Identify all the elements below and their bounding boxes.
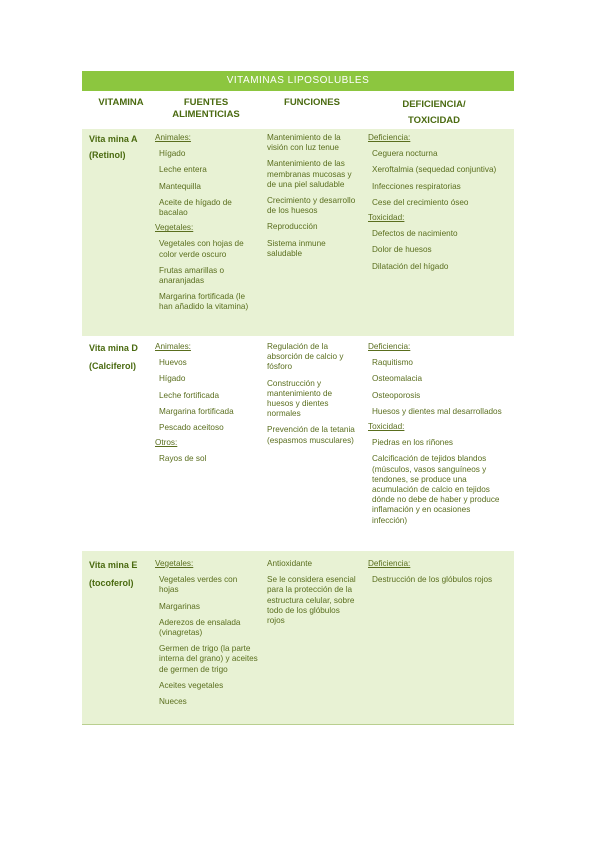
section-label-toxicidad: Toxicidad: [368, 422, 405, 432]
list-item: Sistema inmune saludable [267, 238, 326, 258]
header-deficiencia-line1: DEFICIENCIA/ [402, 99, 466, 110]
vitamin-name: Vita mina E [89, 560, 138, 570]
list-item: Piedras en los riñones [372, 438, 454, 448]
vitamin-row-d [82, 336, 514, 551]
fuentes-cell [155, 557, 259, 707]
list-item: Dilatación del hígado [372, 261, 449, 271]
funciones-cell [263, 131, 359, 259]
list-item: Infecciones respiratorias [372, 181, 461, 191]
vitamin-alt-name: (Calciferol) [89, 361, 137, 371]
list-item: Mantenimiento de las membranas mucosas y de una piel saludable [267, 159, 352, 189]
list-item: Prevención de la tetania (espasmos musculares) [267, 425, 355, 445]
list-item: Construcción y mantenimiento de huesos y dientes normales [267, 378, 333, 419]
deficiencia-cell [368, 340, 506, 526]
deficiencia-cell [368, 131, 506, 272]
list-item: Aceite de hígado de bacalao [159, 197, 232, 218]
list-item: Hígado [159, 374, 186, 384]
list-item: Aderezos de ensalada (vinagretas) [159, 617, 241, 638]
vitamin-name-cell [89, 131, 159, 163]
list-item: Hígado [159, 149, 186, 159]
list-item: Vegetales verdes con hojas [159, 575, 238, 595]
section-label-deficiencia: Deficiencia: [368, 559, 411, 568]
list-item: Pescado aceitoso [159, 423, 224, 433]
list-item: Huesos y dientes mal desarrollados [372, 406, 502, 416]
list-item: Se le considera esencial para la protección de la estructura celular, sobre todo de los glóbulos rojos [267, 575, 356, 626]
list-item: Mantequilla [159, 181, 201, 191]
header-funciones: FUNCIONES [284, 97, 340, 108]
section-label-toxicidad: Toxicidad: [368, 213, 405, 223]
list-item: Dolor de huesos [372, 245, 432, 255]
header-fuentes [156, 97, 256, 121]
section-label-deficiencia: Deficiencia: [368, 133, 411, 142]
header-deficiencia-line2: TOXICIDAD [407, 115, 461, 126]
list-item: Crecimiento y desarrollo de los huesos [267, 196, 356, 216]
list-item: Nueces [159, 697, 187, 707]
section-label-deficiencia: Deficiencia: [368, 342, 411, 351]
list-item: Cese del crecimiento óseo [372, 197, 469, 207]
list-item: Regulación de la absorción de calcio y fósforo [267, 342, 344, 372]
list-item: Leche fortificada [159, 390, 220, 400]
header-fuentes-line2: ALIMENTICIAS [172, 109, 240, 120]
vitamin-alt-name: (tocoferol) [89, 578, 134, 588]
table-header [82, 91, 514, 129]
list-item: Huevos [159, 358, 187, 368]
list-item: Leche entera [159, 165, 207, 175]
funciones-cell [263, 557, 359, 626]
deficiencia-cell [368, 557, 506, 585]
table-title: VITAMINAS LIPOSOLUBLES [82, 71, 514, 91]
list-item: Mantenimiento de la visión con luz tenue [267, 133, 341, 153]
header-deficiencia [378, 97, 490, 129]
vitamin-name-cell [89, 340, 159, 374]
list-item: Antioxidante [267, 559, 313, 568]
list-item: Defectos de nacimiento [372, 229, 458, 239]
vitamin-row-e [82, 551, 514, 725]
list-item: Frutas amarillas o anaranjadas [159, 265, 225, 286]
list-item: Raquitismo [372, 358, 413, 368]
section-label-otros: Otros: [155, 438, 178, 448]
list-item: Margarina fortificada (le han añadido la vitamina) [159, 292, 249, 312]
list-item: Margarina fortificada [159, 406, 234, 416]
list-item: Osteomalacia [372, 374, 423, 384]
list-item: Reproducción [267, 222, 318, 232]
vitamin-row-a [82, 129, 514, 336]
vitamin-name-cell [89, 557, 159, 591]
fuentes-cell [155, 131, 259, 313]
section-label-animales: Animales: [155, 133, 191, 142]
section-label-animales: Animales: [155, 342, 191, 351]
section-label-vegetales: Vegetales: [155, 559, 194, 568]
list-item: Xeroftalmia (sequedad conjuntiva) [372, 165, 497, 175]
list-item: Vegetales con hojas de color verde oscuro [159, 239, 244, 259]
list-item: Aceites vegetales [159, 680, 224, 690]
list-item: Germen de trigo (la parte interna del grano) y aceites de germen de trigo [159, 644, 258, 674]
vitamin-name: Vita mina D [89, 343, 138, 353]
list-item: Calcificación de tejidos blandos (músculos, vasos sanguíneos y tendones, se produce una acumulación de calcio en tejidos dónde no debe de haber y produce inflamación y en ocasiones infección) [372, 454, 500, 525]
list-item: Rayos de sol [159, 454, 207, 464]
list-item: Ceguera nocturna [372, 149, 438, 159]
section-label-vegetales: Vegetales: [155, 223, 194, 233]
fuentes-cell [155, 340, 259, 465]
vitamin-table [82, 71, 514, 725]
header-fuentes-line1: FUENTES [183, 97, 229, 108]
list-item: Margarinas [159, 601, 200, 611]
funciones-cell [263, 340, 359, 446]
vitamin-name: Vita mina A [89, 134, 138, 144]
list-item: Destrucción de los glóbulos rojos [372, 575, 493, 585]
vitamin-alt-name: (Retinol) [89, 150, 126, 160]
list-item: Osteoporosis [372, 390, 421, 400]
header-vitamina: VITAMINA [98, 97, 144, 108]
